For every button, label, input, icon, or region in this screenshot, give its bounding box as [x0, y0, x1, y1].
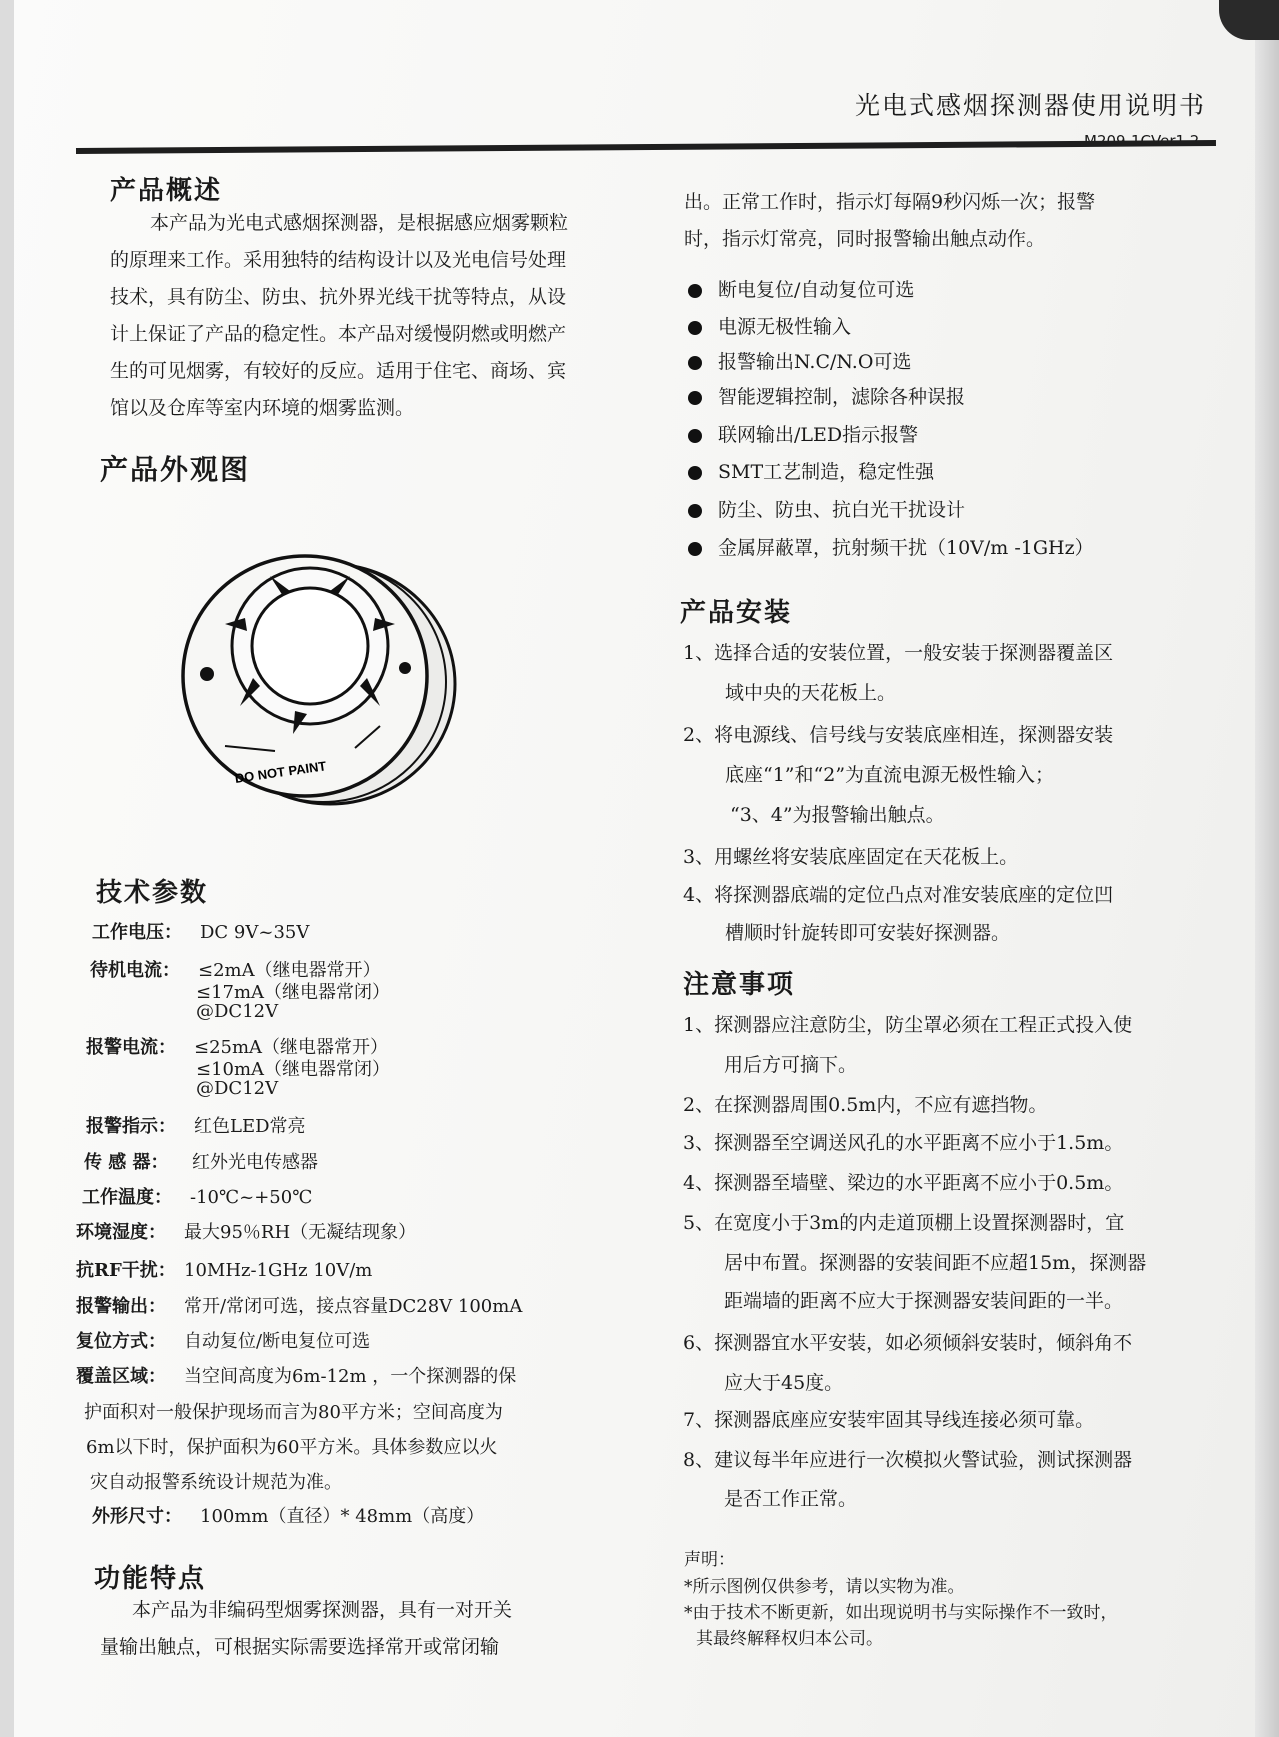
overview-text: [110, 205, 568, 427]
feature-bullet-text: 金属屏蔽罩，抗射频干扰（10V/m -1GHz）: [718, 537, 1094, 559]
overview-heading: 产品概述: [110, 176, 223, 206]
spec-value: 护面积对一般保护现场而言为80平方米；空间高度为: [84, 1402, 503, 1423]
page-edge-left: [0, 0, 14, 1737]
install-step: 4、将探测器底端的定位凸点对准安装底座的定位凹: [683, 884, 1114, 906]
spec-row: [76, 1218, 416, 1244]
feature-bullet: [688, 312, 851, 339]
install-step: 底座“1”和“2”为直流电源无极性输入；: [725, 764, 1055, 786]
spec-value: ≤2mA（继电器常开）: [198, 960, 381, 981]
feature-bullet-text: 防尘、防虫、抗白光干扰设计: [718, 499, 966, 521]
spec-label: 工作电压：: [92, 922, 182, 943]
spec-value: 100mm（直径）* 48mm（高度）: [200, 1506, 485, 1527]
note-item: 居中布置。探测器的安装间距不应超15m，探测器: [724, 1252, 1147, 1274]
spec-label: 工作温度：: [82, 1187, 172, 1208]
install-step: 域中央的天花板上。: [725, 682, 897, 704]
declaration-heading: 声明：: [684, 1550, 735, 1570]
feature-bullet: [688, 457, 934, 484]
spec-value: 自动复位/断电复位可选: [184, 1331, 371, 1352]
spec-label: 报警电流：: [86, 1037, 176, 1058]
spec-row: [76, 1362, 516, 1388]
feature-bullet-text: 联网输出/LED指示报警: [718, 424, 919, 446]
spec-value: ≤25mA（继电器常开）: [194, 1037, 389, 1058]
spec-row: [82, 1183, 312, 1209]
feature-bullet: [688, 533, 1094, 560]
features-text-right: [684, 184, 1095, 258]
feature-bullet: [688, 420, 918, 447]
spec-label: 报警指示：: [86, 1116, 176, 1137]
spec-row: [196, 1001, 278, 1022]
spec-value: ≤10mA（继电器常闭）: [196, 1059, 391, 1080]
feature-bullet-text: 断电复位/自动复位可选: [718, 279, 915, 301]
bullet-dot-icon: [688, 284, 702, 298]
overview-line: 技术，具有防尘、防虫、抗外界光线干扰等特点，从设: [110, 286, 567, 308]
spec-value: 常开/常闭可选，接点容量DC28V 100mA: [184, 1296, 523, 1317]
feature-bullet-text: 报警输出N.C/N.O可选: [718, 351, 912, 373]
note-item: 6、探测器宜水平安装，如必须倾斜安装时，倾斜角不: [683, 1332, 1133, 1354]
features-line: 出。正常工作时，指示灯每隔9秒闪烁一次；报警: [684, 191, 1096, 213]
overview-line: 的原理来工作。采用独特的结构设计以及光电信号处理: [110, 249, 567, 271]
bullet-dot-icon: [688, 542, 702, 556]
spec-label: 报警输出：: [76, 1296, 166, 1317]
spec-value: 红色LED常亮: [194, 1116, 306, 1137]
bullet-dot-icon: [688, 466, 702, 480]
spec-value: 红外光电传感器: [192, 1152, 318, 1173]
features-line: 量输出触点，可根据实际需要选择常开或常闭输: [100, 1636, 500, 1658]
spec-label: 待机电流：: [90, 960, 180, 981]
note-item: 距端墙的距离不应大于探测器安装间距的一半。: [724, 1290, 1124, 1312]
corner-shadow: [1219, 0, 1279, 40]
feature-bullet: [688, 275, 914, 302]
bullet-dot-icon: [688, 356, 702, 370]
bullet-dot-icon: [688, 429, 702, 443]
feature-bullet: [688, 347, 911, 374]
overview-line: 本产品为光电式感烟探测器，是根据感应烟雾颗粒: [150, 212, 569, 234]
spec-row: [76, 1256, 372, 1282]
note-item: 7、探测器底座应安装牢固其导线连接必须可靠。: [683, 1409, 1095, 1431]
feature-bullet-text: 智能逻辑控制，滤除各种误报: [718, 386, 966, 408]
spec-label: 外形尺寸：: [92, 1506, 182, 1527]
appearance-heading: 产品外观图: [100, 453, 251, 486]
spec-label: 复位方式：: [76, 1331, 166, 1352]
spec-value: ≤17mA（继电器常闭）: [196, 982, 391, 1003]
note-item: 3、探测器至空调送风孔的水平距离不应小于1.5m。: [683, 1132, 1124, 1154]
spec-value: @DC12V: [196, 1078, 279, 1099]
bullet-dot-icon: [688, 504, 702, 518]
spec-row: [84, 1148, 318, 1174]
note-item: 是否工作正常。: [724, 1488, 858, 1510]
spec-value: DC 9V~35V: [200, 922, 310, 943]
spec-row: [86, 1112, 306, 1138]
spec-value: -10℃~+50℃: [190, 1187, 313, 1208]
spec-row: [76, 1327, 370, 1353]
features-line: 时，指示灯常亮，同时报警输出触点动作。: [684, 228, 1046, 250]
install-step: 1、选择合适的安装位置，一般安装于探测器覆盖区: [683, 642, 1114, 664]
note-item: 4、探测器至墙壁、梁边的水平距离不应小于0.5m。: [683, 1172, 1124, 1194]
install-step: 2、将电源线、信号线与安装底座相连，探测器安装: [683, 724, 1114, 746]
do-not-paint-label: DO NOT PAINT: [233, 758, 328, 786]
install-step: 3、用螺丝将安装底座固定在天花板上。: [683, 846, 1019, 868]
note-item: 8、建议每半年应进行一次模拟火警试验，测试探测器: [683, 1449, 1133, 1471]
spec-value: 最大95％RH（无凝结现象）: [184, 1222, 417, 1243]
notes-heading: 注意事项: [683, 970, 796, 1000]
overview-line: 计上保证了产品的稳定性。本产品对缓慢阴燃或明燃产: [110, 323, 567, 345]
feature-bullet: [688, 495, 965, 522]
spec-value: 灾自动报警系统设计规范为准。: [90, 1472, 342, 1493]
spec-row: [90, 1468, 342, 1494]
note-item: 用后方可摘下。: [724, 1054, 858, 1076]
header-rule: [76, 140, 1216, 154]
spec-label: 传 感 器：: [84, 1152, 169, 1173]
spec-label: 覆盖区域：: [76, 1366, 166, 1387]
declaration-line: *由于技术不断更新，如出现说明书与实际操作不一致时，: [684, 1603, 1118, 1623]
specs-heading: 技术参数: [96, 878, 209, 908]
declaration-line: 其最终解释权归本公司。: [696, 1629, 883, 1649]
spec-value: @DC12V: [196, 1001, 279, 1022]
document-title: 光电式感烟探测器使用说明书: [855, 91, 1207, 120]
note-item: 1、探测器应注意防尘，防尘罩必须在工程正式投入使: [683, 1014, 1133, 1036]
bullet-dot-icon: [688, 321, 702, 335]
spec-row: [84, 1398, 503, 1424]
declaration-line: *所示图例仅供参考，请以实物为准。: [684, 1577, 965, 1597]
spec-row: [86, 1433, 497, 1459]
spec-row: [92, 918, 309, 944]
spec-row: [92, 1502, 484, 1528]
spec-row: [196, 1078, 278, 1099]
install-step: “3、4”为报警输出触点。: [730, 804, 945, 826]
spec-label: 环境湿度：: [76, 1222, 166, 1243]
install-heading: 产品安装: [680, 598, 793, 628]
spec-value: 10MHz-1GHz 10V/m: [184, 1260, 373, 1281]
feature-bullet-text: 电源无极性输入: [718, 316, 852, 338]
spec-row: [76, 1292, 522, 1318]
detector-drawing: [165, 536, 465, 836]
page-edge-right: [1255, 0, 1279, 1737]
feature-bullet-text: SMT工艺制造，稳定性强: [718, 461, 935, 483]
overview-line: 馆以及仓库等室内环境的烟雾监测。: [110, 397, 415, 419]
features-line: 本产品为非编码型烟雾探测器，具有一对开关: [132, 1599, 513, 1621]
bullet-dot-icon: [688, 391, 702, 405]
note-item: 5、在宽度小于3m的内走道顶棚上设置探测器时，宜: [683, 1212, 1125, 1234]
spec-value: 6m以下时，保护面积为60平方米。具体参数应以火: [86, 1437, 498, 1458]
overview-line: 生的可见烟雾，有较好的反应。适用于住宅、商场、宾: [110, 360, 567, 382]
features-heading: 功能特点: [94, 1564, 207, 1594]
note-item: 应大于45度。: [724, 1372, 844, 1394]
features-text-left: [100, 1592, 512, 1666]
spec-value: 当空间高度为6m-12m ，一个探测器的保: [184, 1366, 517, 1387]
install-step: 槽顺时针旋转即可安装好探测器。: [725, 922, 1011, 944]
feature-bullet: [688, 382, 965, 409]
note-item: 2、在探测器周围0.5m内，不应有遮挡物。: [683, 1094, 1048, 1116]
spec-label: 抗RF干扰：: [76, 1260, 176, 1281]
